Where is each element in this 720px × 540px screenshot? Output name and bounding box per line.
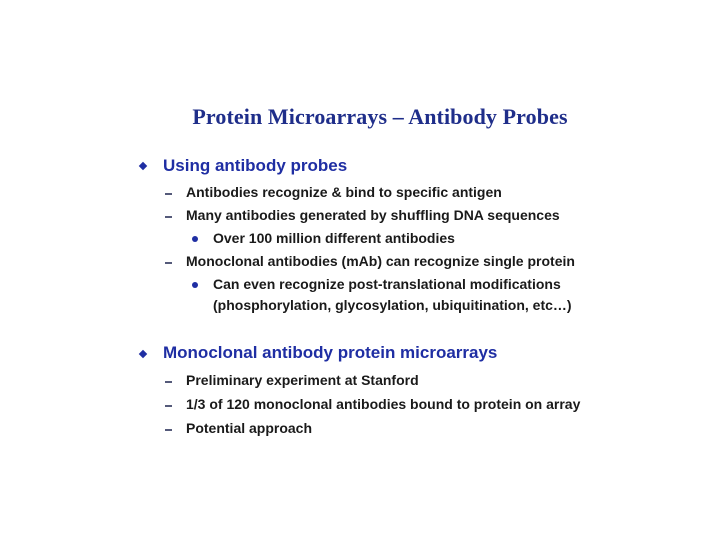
dot-bullet-icon	[192, 236, 198, 242]
dash-bullet-icon	[165, 381, 172, 383]
sub-bullet-100-million: Over 100 million different antibodies	[213, 230, 455, 246]
bullet-antibodies-bind: Antibodies recognize & bind to specific antigen	[186, 184, 502, 200]
sub-bullet-post-translational: Can even recognize post-translational modifications	[213, 276, 561, 292]
dash-bullet-icon	[165, 429, 172, 431]
dash-bullet-icon	[165, 216, 172, 218]
dash-bullet-icon	[165, 262, 172, 264]
diamond-bullet-icon	[139, 162, 147, 170]
bullet-monoclonal-mab: Monoclonal antibodies (mAb) can recognize single protein	[186, 253, 575, 269]
slide-title: Protein Microarrays – Antibody Probes	[192, 104, 568, 129]
bullet-potential-approach: Potential approach	[186, 420, 313, 436]
bullet-shuffling-dna: Many antibodies generated by shuffling DNA sequences	[186, 207, 560, 223]
diamond-bullet-icon	[139, 350, 147, 358]
section-heading-antibody-probes: Using antibody probes	[163, 156, 348, 175]
section-heading-monoclonal-microarrays: Monoclonal antibody protein microarrays	[163, 343, 498, 362]
dot-bullet-icon	[192, 282, 198, 288]
sub-bullet-post-translational-cont: (phosphorylation, glycosylation, ubiquitination, etc…)	[213, 297, 572, 313]
dash-bullet-icon	[165, 405, 172, 407]
dash-bullet-icon	[165, 193, 172, 195]
bullet-one-third-bound: 1/3 of 120 monoclonal antibodies bound to protein on array	[186, 396, 581, 412]
bullet-stanford-experiment: Preliminary experiment at Stanford	[186, 372, 419, 388]
